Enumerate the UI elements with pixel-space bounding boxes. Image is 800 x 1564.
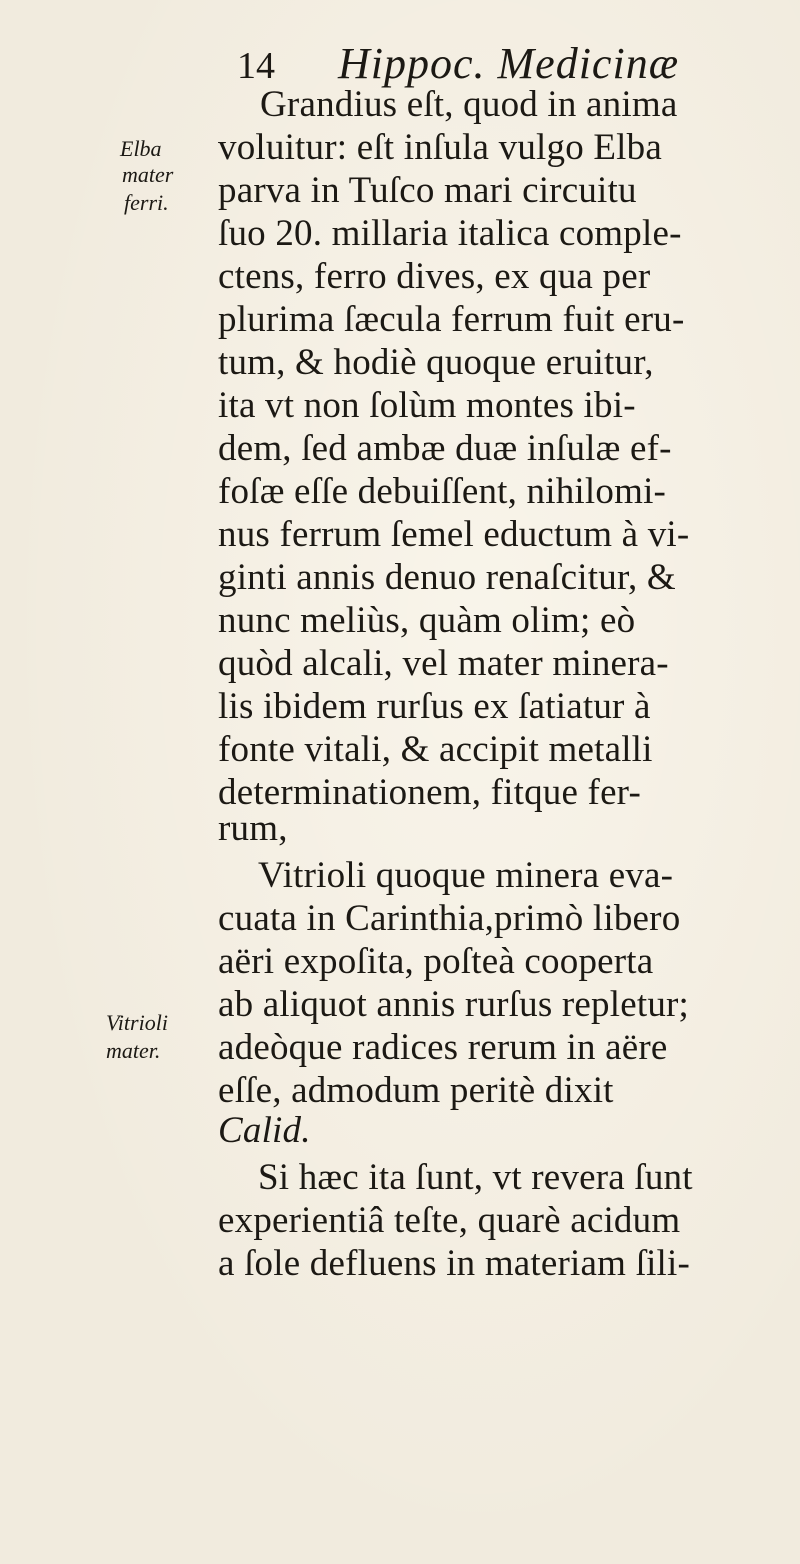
text-line: nus ferrum ſemel eductum à vi- (218, 514, 690, 555)
text-line: fonte vitali, & accipit metalli (218, 729, 653, 770)
text-line: ſuo 20. millaria italica comple- (218, 213, 682, 254)
text-line: ctens, ferro dives, ex qua per (218, 256, 651, 297)
margin-note-elba: Elba (120, 136, 162, 161)
margin-note-vitrioli: Vitrioli (106, 1010, 168, 1035)
text-line: ita vt non ſolùm montes ibi- (218, 385, 636, 426)
text-line: quòd alcali, vel mater minera- (218, 643, 669, 684)
text-line: cuata in Carinthia,primò libero (218, 898, 681, 939)
text-line: parva in Tuſco mari circuitu (218, 170, 637, 211)
text-line: experientiâ teſte, quarè acidum (218, 1200, 681, 1241)
text-line: foſæ eſſe debuiſſent, nihilomi- (218, 471, 667, 512)
text-line: Calid. (218, 1110, 311, 1151)
page-number: 14 (237, 45, 275, 87)
text-line: lis ibidem rurſus ex ſatiatur à (218, 686, 651, 727)
text-line: Si hæc ita ſunt, vt revera ſunt (258, 1157, 693, 1198)
text-line: adeòque radices rerum in aëre (218, 1027, 668, 1068)
text-line: ginti annis denuo renaſcitur, & (218, 557, 676, 598)
text-line: aëri expoſita, poſteà cooperta (218, 941, 654, 982)
text-line: ab aliquot annis rurſus repletur; (218, 984, 690, 1025)
text-line: determinationem, fitque fer- (218, 772, 641, 813)
text-line: rum, (218, 808, 288, 849)
margin-note-mater: mater (122, 162, 174, 187)
text-line: dem, ſed ambæ duæ inſulæ ef- (218, 428, 672, 469)
text-line: nunc meliùs, quàm olim; eò (218, 600, 636, 641)
text-line: plurima ſæcula ferrum fuit eru- (218, 299, 685, 340)
text-line: eſſe, admodum peritè dixit (218, 1070, 614, 1111)
running-title: Hippoc. Medicinæ (338, 39, 680, 88)
text-line: tum, & hodiè quoque eruitur, (218, 342, 654, 383)
text-line: a ſole defluens in materiam ſili- (218, 1243, 691, 1284)
text-line: Vitrioli quoque minera eva- (258, 855, 674, 896)
text-line: Grandius eſt, quod in anima (260, 84, 678, 125)
margin-note-mater-2: mater. (106, 1038, 161, 1063)
text-line: voluitur: eſt inſula vulgo Elba (218, 127, 662, 168)
margin-note-ferri: ferri. (124, 190, 169, 215)
